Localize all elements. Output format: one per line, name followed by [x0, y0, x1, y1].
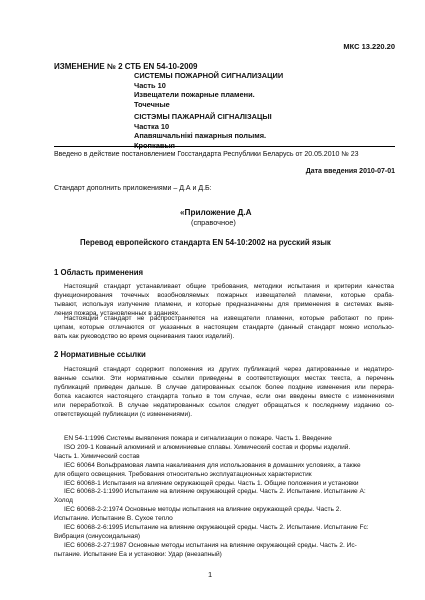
title-line: Извещатели пожарные пламени.	[134, 90, 255, 99]
text-line: ципам, которые отличаются от указанных в настоящем стандарте (данный стандарт можно использо-	[54, 323, 394, 331]
text-line: ботка касаются настоящего стандарта только в том случае, если они введены вместе с изменениями	[54, 392, 394, 400]
text-line: ответствующей публикации (с изменениями).	[54, 410, 193, 418]
translation-heading: Перевод европейского стандарта EN 54-10:2002 на русский язык	[80, 238, 331, 247]
text-line: или переработкой. В случае недатированных ссылок следует обращаться к последнему изданию со-	[54, 401, 394, 409]
introduction-note: Введено в действие постановлением Госстандарта Республики Беларусь от 20.05.2010 № 23	[54, 151, 359, 158]
section-heading-scope: 1 Область применения	[54, 268, 144, 277]
title-line: СИСТЕМЫ ПОЖАРНОЙ СИГНАЛИЗАЦИИ	[134, 71, 284, 80]
title-block-belarusian	[134, 112, 272, 150]
reference-line: EN 54-1:1996 Системы выявления пожара и сигнализации о пожаре. Часть 1. Введение	[64, 435, 332, 442]
title-block-russian	[134, 71, 283, 109]
reference-line: IEC 60064 Вольфрамовая лампа накаливания для использования в домашних условиях, а также	[64, 461, 361, 469]
text-line: Настоящий стандарт не распространяется на извещатели пламени, которые работают по прин-	[64, 315, 394, 322]
reference-line: ISO 209-1 Кованый алюминий и алюминиевые сплавы. Химический состав и формы изделий.	[64, 443, 351, 451]
title-line: Точечные	[134, 99, 170, 109]
text-line: вать как руководство во время оценивания таких изделий).	[54, 332, 235, 340]
annex-subtitle: (справочное)	[191, 218, 236, 227]
section-heading-normative-references: 2 Нормативные ссылки	[54, 350, 146, 359]
scope-paragraph-2	[54, 315, 394, 342]
text-line: тывают, используя излучение пламени, и которые предназначены для применения в системах выяв-	[54, 300, 394, 308]
reference-line: Холод	[54, 497, 74, 505]
reference-line: Вибрация (синусоидальная)	[54, 532, 141, 540]
supplement-note: Стандарт дополнить приложениями – Д.А и Д.Б:	[54, 185, 212, 192]
amendment-title: ИЗМЕНЕНИЕ № 2 СТБ EN 54-10-2009	[54, 62, 198, 71]
title-line: Часть 10	[134, 80, 166, 90]
scope-paragraph-1	[54, 283, 394, 319]
title-line: Частка 10	[134, 121, 170, 131]
reference-line: пытание. Испытание Ea и установки: Удар (внезапный)	[54, 550, 222, 558]
text-line: Настоящий стандарт содержит положения из других публикаций через датированные и недатиро-	[64, 366, 394, 373]
annex-title: «Приложение Д.А	[180, 208, 252, 217]
text-line: функционирования точечных возобновляемых пожарных извещателей пламени, которые сраба-	[54, 291, 394, 299]
reference-line: Часть 1. Химический состав	[54, 452, 140, 460]
reference-line: IEC 60068-2-2:1974 Основные методы испытания на влияние окружающей среды. Часть 2.	[64, 506, 342, 514]
text-line: Настоящий стандарт устанавливает общие требования, методики испытания и критерии качества	[64, 283, 394, 290]
title-line: Кропкавыя	[134, 140, 175, 150]
reference-line: IEC 60068-2-1:1990 Испытание на влияние окружающей среды. Часть 2. Испытание. Испытание А:	[64, 488, 366, 496]
text-line: публикаций приведен дальше. В случае датированных ссылок более поздние изменения или перера-	[54, 383, 394, 391]
reference-line: Испытание. Испытание В. Сухое тепло	[54, 515, 173, 523]
reference-list	[54, 435, 394, 560]
title-line: Апавяшчальнікі пажарныя полымя.	[134, 131, 267, 140]
text-line: ления пожара, установленных в зданиях.	[54, 309, 180, 317]
reference-line: IEC 60068-2-6:1995 Испытание на влияние окружающей среды. Часть 2. Испытание. Испытание Fc:	[64, 524, 369, 532]
reference-line: IEC 60068-2-27:1987 Основные методы испытания на влияние окружающей среды. Часть 2. Ис-	[64, 541, 357, 549]
effective-date: Дата введения 2010-07-01	[305, 168, 395, 175]
reference-line: IEC 60068-1 Испытания на влияние окружающей среды. Часть 1. Общие положения и установки	[64, 479, 359, 487]
title-line: СІСТЭМЫ ПАЖАРНАЙ СІГНАЛІЗАЦЫІ	[134, 112, 272, 121]
horizontal-rule	[54, 146, 395, 147]
text-line: ванные ссылки. Эти нормативные ссылки приведены в соответствующих местах текста, а перечень	[54, 374, 394, 382]
page-number: 1	[208, 570, 213, 579]
classification-code: МКС 13.220.20	[343, 42, 395, 51]
reference-line: для общего освещения. Требования относительно эксплуатационных характеристик	[54, 470, 312, 478]
references-paragraph	[54, 366, 394, 419]
